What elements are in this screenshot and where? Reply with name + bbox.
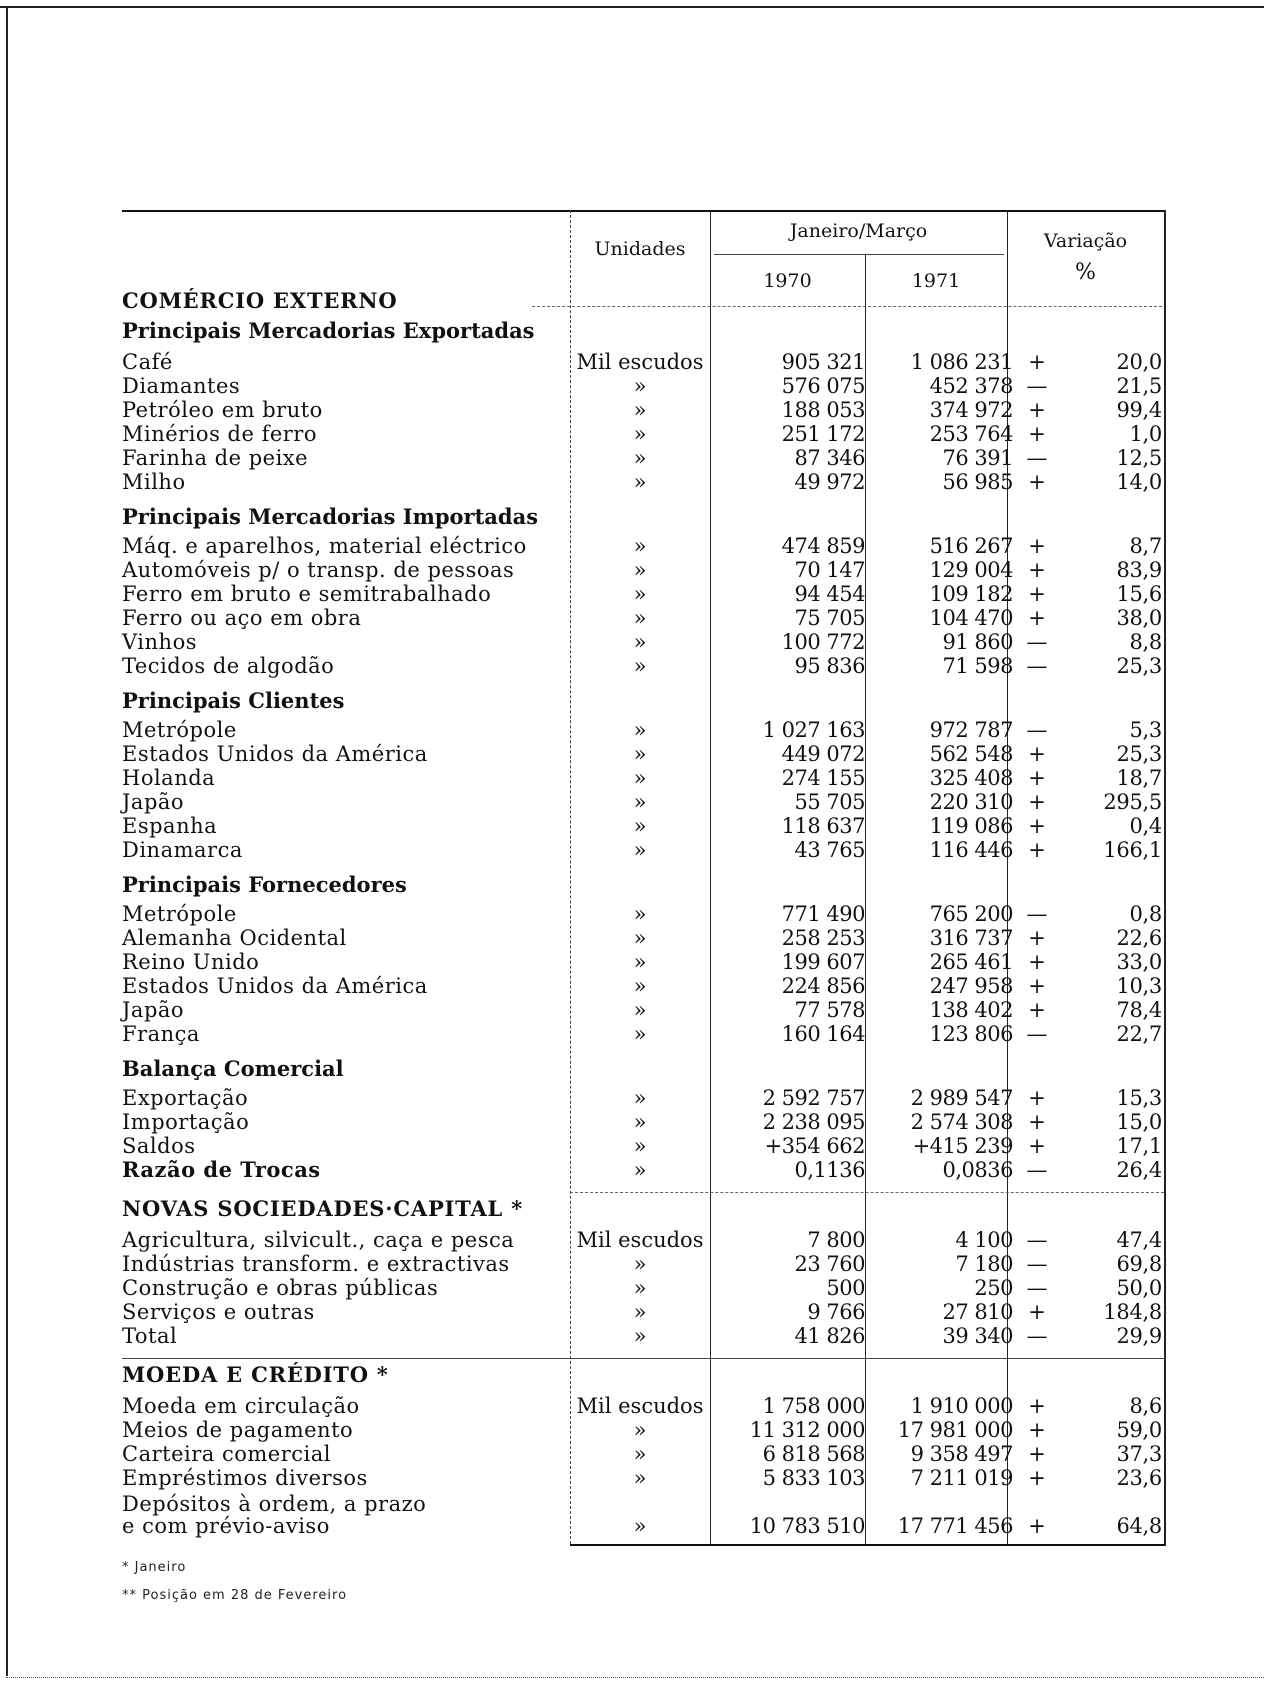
variation-sign: + bbox=[1028, 606, 1046, 630]
variation-percent: 26,4 bbox=[1116, 1158, 1162, 1182]
value-1971: 1 086 231 bbox=[910, 350, 1013, 374]
value-1970: 43 765 bbox=[794, 838, 865, 862]
value-1970: 258 253 bbox=[781, 926, 865, 950]
value-1971: 452 378 bbox=[929, 374, 1013, 398]
variation-sign: + bbox=[1028, 1514, 1046, 1538]
value-1970: 160 164 bbox=[781, 1022, 865, 1046]
value-1971: +415 239 bbox=[912, 1134, 1013, 1158]
variation-sign: + bbox=[1028, 974, 1046, 998]
variation-percent: 15,3 bbox=[1116, 1086, 1162, 1110]
table-row bbox=[122, 766, 1166, 790]
variation-sign: — bbox=[1026, 1228, 1048, 1252]
value-1971: 71 598 bbox=[942, 654, 1013, 678]
value-1970: 449 072 bbox=[781, 742, 865, 766]
value-1971: 17 981 000 bbox=[897, 1418, 1013, 1442]
variation-percent: 47,4 bbox=[1116, 1228, 1162, 1252]
value-1970: 1 758 000 bbox=[762, 1394, 865, 1418]
value-1971: 253 764 bbox=[929, 422, 1013, 446]
unit-cell: » bbox=[633, 630, 647, 654]
variation-sign: — bbox=[1026, 654, 1048, 678]
variation-percent: 5,3 bbox=[1129, 718, 1162, 742]
unit-cell: » bbox=[633, 838, 647, 862]
value-1970: 474 859 bbox=[781, 534, 865, 558]
unit-cell: » bbox=[633, 1158, 647, 1182]
variation-sign: — bbox=[1026, 1022, 1048, 1046]
variation-sign: + bbox=[1028, 558, 1046, 582]
group-subtitle: Principais Mercadorias Importadas bbox=[122, 504, 539, 529]
value-1971: 116 446 bbox=[929, 838, 1013, 862]
value-1970: 1 027 163 bbox=[762, 718, 865, 742]
section-separator-solid bbox=[122, 1358, 1166, 1359]
variation-sign: + bbox=[1028, 790, 1046, 814]
value-1970: 2 592 757 bbox=[762, 1086, 865, 1110]
row-label: França bbox=[122, 1022, 200, 1046]
value-1971: 17 771 456 bbox=[897, 1514, 1013, 1538]
variation-percent: 10,3 bbox=[1116, 974, 1162, 998]
unit-cell: » bbox=[633, 1300, 647, 1324]
row-label: Café bbox=[122, 350, 173, 374]
scan-border-top bbox=[0, 6, 1264, 8]
unit-cell: » bbox=[633, 902, 647, 926]
row-label: Carteira comercial bbox=[122, 1442, 331, 1466]
row-label: Ferro ou aço em obra bbox=[122, 606, 362, 630]
variation-sign: — bbox=[1026, 718, 1048, 742]
variation-percent: 59,0 bbox=[1116, 1418, 1162, 1442]
variation-sign: + bbox=[1028, 422, 1046, 446]
year-1970-header: 1970 bbox=[763, 270, 812, 292]
row-label: Espanha bbox=[122, 814, 218, 838]
value-1971: 138 402 bbox=[929, 998, 1013, 1022]
value-1970: 70 147 bbox=[794, 558, 865, 582]
variation-percent: 0,8 bbox=[1129, 902, 1162, 926]
row-label: Petróleo em bruto bbox=[122, 398, 323, 422]
table-row bbox=[122, 1252, 1166, 1276]
row-label: Farinha de peixe bbox=[122, 446, 309, 470]
variation-percent: 22,7 bbox=[1116, 1022, 1162, 1046]
table-row bbox=[122, 902, 1166, 926]
value-1970: 100 772 bbox=[781, 630, 865, 654]
value-1971: 220 310 bbox=[929, 790, 1013, 814]
row-label: Diamantes bbox=[122, 374, 241, 398]
value-1970: 23 760 bbox=[794, 1252, 865, 1276]
table-row bbox=[122, 1466, 1166, 1490]
period-underline bbox=[714, 254, 1004, 255]
variation-sign: + bbox=[1028, 582, 1046, 606]
year-1971-header: 1971 bbox=[911, 270, 961, 292]
row-label: Japão bbox=[122, 998, 185, 1022]
value-1970: 6 818 568 bbox=[762, 1442, 865, 1466]
value-1971: 104 470 bbox=[929, 606, 1013, 630]
variation-percent: 15,0 bbox=[1116, 1110, 1162, 1134]
variation-sign: + bbox=[1028, 814, 1046, 838]
value-1970: 771 490 bbox=[781, 902, 865, 926]
unit-cell: » bbox=[633, 926, 647, 950]
value-1971: 562 548 bbox=[929, 742, 1013, 766]
value-1971: 9 358 497 bbox=[910, 1442, 1013, 1466]
variation-sign: + bbox=[1028, 350, 1046, 374]
row-label: Metrópole bbox=[122, 902, 237, 926]
period-header: Janeiro/Março bbox=[789, 220, 928, 242]
value-1971: 129 004 bbox=[929, 558, 1013, 582]
value-1971: 4 100 bbox=[955, 1228, 1013, 1252]
row-label: e com prévio-aviso bbox=[122, 1514, 330, 1538]
table-row bbox=[122, 998, 1166, 1022]
variation-percent: 22,6 bbox=[1116, 926, 1162, 950]
value-1970: 11 312 000 bbox=[749, 1418, 865, 1442]
variation-sign: — bbox=[1026, 902, 1048, 926]
variation-sign: + bbox=[1028, 926, 1046, 950]
row-label: Construção e obras públicas bbox=[122, 1276, 439, 1300]
unit-cell: » bbox=[633, 1324, 647, 1348]
variation-percent: 37,3 bbox=[1116, 1442, 1162, 1466]
variation-percent: 8,8 bbox=[1129, 630, 1162, 654]
variation-sign: — bbox=[1026, 1276, 1048, 1300]
variation-sign: + bbox=[1028, 1300, 1046, 1324]
table-row bbox=[122, 606, 1166, 630]
unit-cell: » bbox=[633, 606, 647, 630]
value-1971: 516 267 bbox=[929, 534, 1013, 558]
unit-cell: » bbox=[633, 1442, 647, 1466]
unit-cell: » bbox=[633, 374, 647, 398]
unit-cell: » bbox=[633, 422, 647, 446]
table-row bbox=[122, 838, 1166, 862]
variation-percent: 295,5 bbox=[1103, 790, 1162, 814]
section-title: NOVAS SOCIEDADES·CAPITAL * bbox=[122, 1196, 524, 1221]
value-1970: 199 607 bbox=[781, 950, 865, 974]
unit-cell: » bbox=[633, 998, 647, 1022]
value-1971: 123 806 bbox=[929, 1022, 1013, 1046]
row-label: Empréstimos diversos bbox=[122, 1466, 368, 1490]
value-1971: 325 408 bbox=[929, 766, 1013, 790]
section-title: COMÉRCIO EXTERNO bbox=[122, 288, 398, 313]
value-1970: 5 833 103 bbox=[762, 1466, 865, 1490]
value-1970: 118 637 bbox=[781, 814, 865, 838]
table-row bbox=[122, 1514, 1166, 1538]
value-1971: 27 810 bbox=[942, 1300, 1013, 1324]
table-row bbox=[122, 1300, 1166, 1324]
unit-cell: » bbox=[633, 470, 647, 494]
table-row bbox=[122, 1418, 1166, 1442]
section-title: MOEDA E CRÉDITO * bbox=[122, 1362, 389, 1387]
variation-sign: + bbox=[1028, 998, 1046, 1022]
variation-percent: 33,0 bbox=[1116, 950, 1162, 974]
variation-sign: + bbox=[1028, 1466, 1046, 1490]
value-1971: 7 211 019 bbox=[910, 1466, 1013, 1490]
value-1971: 316 737 bbox=[929, 926, 1013, 950]
variation-percent: 50,0 bbox=[1116, 1276, 1162, 1300]
table-row bbox=[122, 582, 1166, 606]
value-1971: 972 787 bbox=[929, 718, 1013, 742]
row-label: Milho bbox=[122, 470, 186, 494]
value-1971: 265 461 bbox=[929, 950, 1013, 974]
variation-percent: 25,3 bbox=[1116, 654, 1162, 678]
value-1970: 500 bbox=[826, 1276, 865, 1300]
row-label: Automóveis p/ o transp. de pessoas bbox=[122, 558, 515, 582]
variation-percent: 8,6 bbox=[1129, 1394, 1162, 1418]
value-1971: 39 340 bbox=[942, 1324, 1013, 1348]
value-1971: 2 989 547 bbox=[910, 1086, 1013, 1110]
unit-cell: » bbox=[633, 1418, 647, 1442]
value-1970: 2 238 095 bbox=[762, 1110, 865, 1134]
variation-sign: + bbox=[1028, 950, 1046, 974]
unit-cell: » bbox=[633, 1134, 647, 1158]
row-label: Metrópole bbox=[122, 718, 237, 742]
table-row bbox=[122, 926, 1166, 950]
variation-percent: 99,4 bbox=[1116, 398, 1162, 422]
variation-percent: 8,7 bbox=[1129, 534, 1162, 558]
table-row bbox=[122, 374, 1166, 398]
variation-sign: + bbox=[1028, 534, 1046, 558]
variation-percent: 83,9 bbox=[1116, 558, 1162, 582]
row-label-line1: Depósitos à ordem, a prazo bbox=[122, 1492, 427, 1516]
row-label: Total bbox=[122, 1324, 178, 1348]
value-1971: 374 972 bbox=[929, 398, 1013, 422]
scan-border-bottom bbox=[6, 1677, 1264, 1678]
row-label: Agricultura, silvicult., caça e pesca bbox=[122, 1228, 515, 1252]
unit-cell: » bbox=[633, 950, 647, 974]
variation-sign: — bbox=[1026, 1158, 1048, 1182]
value-1971: 765 200 bbox=[929, 902, 1013, 926]
scan-border-left bbox=[6, 6, 8, 1676]
value-1970: 188 053 bbox=[781, 398, 865, 422]
row-label: Máq. e aparelhos, material eléctrico bbox=[122, 534, 527, 558]
value-1970: 274 155 bbox=[781, 766, 865, 790]
row-label: Estados Unidos da América bbox=[122, 742, 428, 766]
value-1971: 250 bbox=[974, 1276, 1013, 1300]
table-row bbox=[122, 1022, 1166, 1046]
section-separator bbox=[570, 1192, 1164, 1193]
variation-percent: 64,8 bbox=[1116, 1514, 1162, 1538]
unit-cell: » bbox=[633, 1110, 647, 1134]
table-row bbox=[122, 446, 1166, 470]
variation-percent: 14,0 bbox=[1116, 470, 1162, 494]
unit-cell: » bbox=[633, 814, 647, 838]
group-subtitle: Balança Comercial bbox=[122, 1056, 344, 1081]
value-1970: 41 826 bbox=[794, 1324, 865, 1348]
row-label: Indústrias transform. e extractivas bbox=[122, 1252, 510, 1276]
variation-percent: 69,8 bbox=[1116, 1252, 1162, 1276]
row-label: Japão bbox=[122, 790, 185, 814]
unit-cell: » bbox=[633, 974, 647, 998]
variation-percent: 78,4 bbox=[1116, 998, 1162, 1022]
table-row bbox=[122, 790, 1166, 814]
variation-sign: — bbox=[1026, 1324, 1048, 1348]
variation-percent: 18,7 bbox=[1116, 766, 1162, 790]
table-row bbox=[122, 1276, 1166, 1300]
table-top-rule bbox=[122, 210, 1166, 212]
footnote-1: * Janeiro bbox=[122, 1560, 187, 1575]
variation-percent: 25,3 bbox=[1116, 742, 1162, 766]
value-1970: 7 800 bbox=[807, 1228, 865, 1252]
row-label: Holanda bbox=[122, 766, 216, 790]
value-1970: 251 172 bbox=[781, 422, 865, 446]
table-row bbox=[122, 350, 1166, 374]
table-row bbox=[122, 1134, 1166, 1158]
table-bottom-rule bbox=[570, 1544, 1166, 1546]
unit-cell: » bbox=[633, 1514, 647, 1538]
value-1970: +354 662 bbox=[764, 1134, 865, 1158]
row-label: Serviços e outras bbox=[122, 1300, 315, 1324]
variation-sign: + bbox=[1028, 1134, 1046, 1158]
row-label: Exportação bbox=[122, 1086, 249, 1110]
unit-cell: » bbox=[633, 534, 647, 558]
unit-cell: » bbox=[633, 654, 647, 678]
table-row bbox=[122, 470, 1166, 494]
value-1970: 9 766 bbox=[807, 1300, 865, 1324]
table-row bbox=[122, 1110, 1166, 1134]
variation-percent: 1,0 bbox=[1129, 422, 1162, 446]
table-row bbox=[122, 1228, 1166, 1252]
value-1971: 91 860 bbox=[942, 630, 1013, 654]
value-1971: 109 182 bbox=[929, 582, 1013, 606]
variation-percent: 0,4 bbox=[1129, 814, 1162, 838]
table-row bbox=[122, 398, 1166, 422]
value-1970: 87 346 bbox=[794, 446, 865, 470]
variation-sign: + bbox=[1028, 1418, 1046, 1442]
table-row bbox=[122, 534, 1166, 558]
unit-cell: » bbox=[633, 1086, 647, 1110]
table-row bbox=[122, 974, 1166, 998]
table-row bbox=[122, 950, 1166, 974]
variation-sign: + bbox=[1028, 1110, 1046, 1134]
unit-cell: Mil escudos bbox=[576, 350, 704, 374]
row-label: Vinhos bbox=[122, 630, 197, 654]
variation-percent: 23,6 bbox=[1116, 1466, 1162, 1490]
value-1971: 0,0836 bbox=[942, 1158, 1013, 1182]
value-1971: 2 574 308 bbox=[910, 1110, 1013, 1134]
variation-sign: + bbox=[1028, 470, 1046, 494]
table-row bbox=[122, 718, 1166, 742]
unit-cell: » bbox=[633, 742, 647, 766]
variation-percent: 166,1 bbox=[1103, 838, 1162, 862]
row-label: Tecidos de algodão bbox=[122, 654, 335, 678]
value-1970: 75 705 bbox=[794, 606, 865, 630]
table-row bbox=[122, 1158, 1166, 1182]
table-row bbox=[122, 814, 1166, 838]
unit-cell: » bbox=[633, 1252, 647, 1276]
unit-cell: Mil escudos bbox=[576, 1394, 704, 1418]
group-subtitle: Principais Fornecedores bbox=[122, 872, 407, 897]
table-row bbox=[122, 558, 1166, 582]
group-subtitle: Principais Mercadorias Exportadas bbox=[122, 318, 535, 343]
row-label: Estados Unidos da América bbox=[122, 974, 428, 998]
value-1971: 56 985 bbox=[942, 470, 1013, 494]
statistics-table bbox=[122, 210, 1166, 1556]
value-1970: 95 836 bbox=[794, 654, 865, 678]
variation-sign: + bbox=[1028, 1086, 1046, 1110]
header-baseline bbox=[532, 306, 1162, 307]
table-row bbox=[122, 422, 1166, 446]
percent-header: % bbox=[1075, 260, 1096, 285]
row-label: Minérios de ferro bbox=[122, 422, 317, 446]
value-1970: 49 972 bbox=[794, 470, 865, 494]
unit-cell: » bbox=[633, 766, 647, 790]
value-1970: 905 321 bbox=[781, 350, 865, 374]
footnote-2: ** Posição em 28 de Fevereiro bbox=[122, 1588, 348, 1603]
variation-percent: 29,9 bbox=[1116, 1324, 1162, 1348]
unit-cell: » bbox=[633, 1276, 647, 1300]
value-1970: 224 856 bbox=[781, 974, 865, 998]
group-subtitle: Principais Clientes bbox=[122, 688, 345, 713]
row-label: Moeda em circulação bbox=[122, 1394, 360, 1418]
value-1970: 77 578 bbox=[794, 998, 865, 1022]
value-1971: 7 180 bbox=[955, 1252, 1013, 1276]
variation-percent: 20,0 bbox=[1116, 350, 1162, 374]
value-1970: 55 705 bbox=[794, 790, 865, 814]
value-1970: 94 454 bbox=[794, 582, 865, 606]
unit-cell: Mil escudos bbox=[576, 1228, 704, 1252]
value-1971: 76 391 bbox=[942, 446, 1013, 470]
variation-sign: — bbox=[1026, 446, 1048, 470]
value-1971: 247 958 bbox=[929, 974, 1013, 998]
variation-percent: 12,5 bbox=[1116, 446, 1162, 470]
units-header: Unidades bbox=[594, 238, 686, 260]
row-label: Ferro em bruto e semitrabalhado bbox=[122, 582, 492, 606]
variation-percent: 17,1 bbox=[1116, 1134, 1162, 1158]
table-row bbox=[122, 1324, 1166, 1348]
unit-cell: » bbox=[633, 558, 647, 582]
table-row bbox=[122, 742, 1166, 766]
unit-cell: » bbox=[633, 790, 647, 814]
table-row bbox=[122, 1394, 1166, 1418]
variation-sign: + bbox=[1028, 1394, 1046, 1418]
variation-header: Variação bbox=[1043, 230, 1128, 252]
unit-cell: » bbox=[633, 398, 647, 422]
row-label: Alemanha Ocidental bbox=[122, 926, 347, 950]
value-1970: 576 075 bbox=[781, 374, 865, 398]
variation-sign: + bbox=[1028, 742, 1046, 766]
unit-cell: » bbox=[633, 446, 647, 470]
variation-sign: + bbox=[1028, 398, 1046, 422]
table-row bbox=[122, 1086, 1166, 1110]
row-label: Saldos bbox=[122, 1134, 196, 1158]
variation-sign: + bbox=[1028, 838, 1046, 862]
value-1971: 1 910 000 bbox=[910, 1394, 1013, 1418]
row-label: Reino Unido bbox=[122, 950, 260, 974]
unit-cell: » bbox=[633, 718, 647, 742]
table-row bbox=[122, 630, 1166, 654]
row-label: Razão de Trocas bbox=[122, 1157, 321, 1182]
table-row bbox=[122, 654, 1166, 678]
variation-percent: 21,5 bbox=[1116, 374, 1162, 398]
unit-cell: » bbox=[633, 1466, 647, 1490]
variation-percent: 184,8 bbox=[1103, 1300, 1162, 1324]
row-label: Importação bbox=[122, 1110, 250, 1134]
row-label: Dinamarca bbox=[122, 838, 243, 862]
variation-sign: + bbox=[1028, 1442, 1046, 1466]
unit-cell: » bbox=[633, 1022, 647, 1046]
value-1970: 0,1136 bbox=[794, 1158, 865, 1182]
unit-cell: » bbox=[633, 582, 647, 606]
variation-percent: 38,0 bbox=[1116, 606, 1162, 630]
variation-percent: 15,6 bbox=[1116, 582, 1162, 606]
variation-sign: — bbox=[1026, 630, 1048, 654]
value-1971: 119 086 bbox=[929, 814, 1013, 838]
variation-sign: — bbox=[1026, 374, 1048, 398]
variation-sign: + bbox=[1028, 766, 1046, 790]
value-1970: 10 783 510 bbox=[749, 1514, 865, 1538]
table-row bbox=[122, 1442, 1166, 1466]
row-label: Meios de pagamento bbox=[122, 1418, 354, 1442]
variation-sign: — bbox=[1026, 1252, 1048, 1276]
